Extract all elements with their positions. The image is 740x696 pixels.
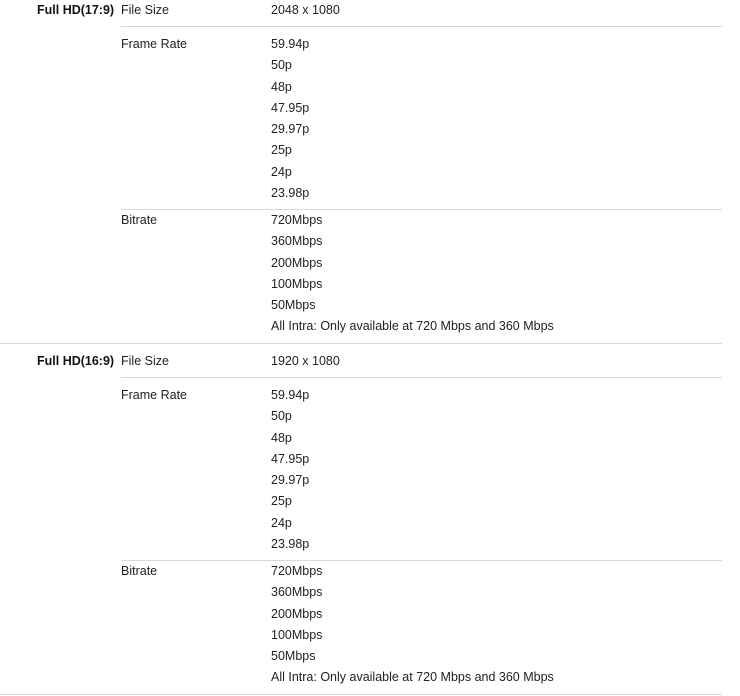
bitrate-values bbox=[271, 210, 554, 338]
file-size-label: File Size bbox=[121, 3, 169, 17]
bitrate-note: All Intra: Only available at 720 Mbps and 360 Mbps bbox=[271, 670, 554, 685]
frame-rate-value: 50p bbox=[271, 58, 292, 73]
row-divider bbox=[121, 377, 722, 378]
frame-rate-value: 47.95p bbox=[271, 100, 310, 115]
file-size-value: 1920 x 1080 bbox=[271, 354, 340, 368]
frame-rate-value: 48p bbox=[271, 79, 292, 94]
frame-rate-value: 23.98p bbox=[271, 186, 310, 201]
frame-rate-value: 29.97p bbox=[271, 473, 310, 488]
frame-rate-value: 23.98p bbox=[271, 537, 310, 552]
frame-rate-label: Frame Rate bbox=[121, 37, 187, 51]
bitrate-label: Bitrate bbox=[121, 213, 158, 227]
frame-rate-value: 59.94p bbox=[271, 37, 310, 51]
bitrate-value: 100Mbps bbox=[271, 627, 323, 642]
frame-rate-value: 29.97p bbox=[271, 122, 310, 137]
frame-rate-value: 47.95p bbox=[271, 451, 310, 466]
frame-rate-value: 24p bbox=[271, 515, 292, 530]
bitrate-value: 100Mbps bbox=[271, 276, 323, 291]
file-size-value: 2048 x 1080 bbox=[271, 3, 340, 17]
frame-rate-label: Frame Rate bbox=[121, 388, 187, 402]
row-divider bbox=[121, 26, 722, 27]
section-divider bbox=[0, 694, 722, 695]
frame-rate-value: 48p bbox=[271, 430, 292, 445]
section-divider bbox=[0, 343, 722, 344]
bitrate-value: 720Mbps bbox=[271, 564, 323, 578]
file-size-values bbox=[271, 351, 340, 372]
bitrate-value: 720Mbps bbox=[271, 213, 323, 227]
file-size-label: File Size bbox=[121, 354, 169, 368]
frame-rate-value: 50p bbox=[271, 409, 292, 424]
bitrate-value: 50Mbps bbox=[271, 298, 316, 313]
frame-rate-value: 25p bbox=[271, 494, 292, 509]
bitrate-value: 360Mbps bbox=[271, 234, 323, 249]
bitrate-label: Bitrate bbox=[121, 564, 158, 578]
file-size-values bbox=[271, 0, 340, 21]
frame-rate-value: 25p bbox=[271, 143, 292, 158]
bitrate-value: 50Mbps bbox=[271, 649, 316, 664]
bitrate-value: 200Mbps bbox=[271, 255, 323, 270]
section-title: Full HD(17:9) bbox=[37, 3, 115, 17]
bitrate-value: 200Mbps bbox=[271, 606, 323, 621]
bitrate-value: 360Mbps bbox=[271, 585, 323, 600]
bitrate-values bbox=[271, 561, 554, 689]
frame-rate-value: 24p bbox=[271, 164, 292, 179]
frame-rate-values bbox=[271, 385, 309, 555]
frame-rate-values bbox=[271, 34, 309, 204]
bitrate-note: All Intra: Only available at 720 Mbps and 360 Mbps bbox=[271, 319, 554, 334]
section-title: Full HD(16:9) bbox=[37, 354, 115, 368]
frame-rate-value: 59.94p bbox=[271, 388, 310, 402]
